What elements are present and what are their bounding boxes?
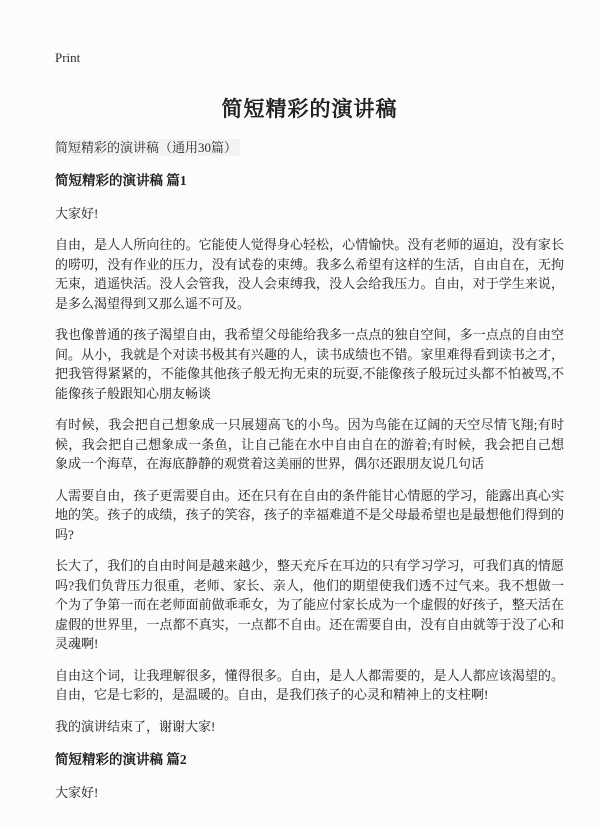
section-heading-2: 简短精彩的演讲稿 篇2	[55, 752, 187, 767]
document-subtitle: 简短精彩的演讲稿（通用30篇）	[55, 139, 240, 156]
paragraph-growing-up: 长大了，我们的自由时间是越来越少，整天充斥在耳边的只有学习学习，可我们真的情愿吗?我们负背压力很重，老师、家长、亲人，他们的期望使我们透不过气来。我不想做一个为了争第一而在老师面前做乖乖女，为了能应付家长成为一个虚假的好孩子，整天活在虚假的世界里，一点都不真实，一点都不自由。还在需要自由，没有自由就等于没了心和灵魂啊!	[55, 558, 564, 651]
paragraph-imagination: 有时候，我会把自己想象成一只展翅高飞的小鸟。因为鸟能在辽阔的天空尽情飞翔;有时候，我会把自己想象成一条鱼，让自己能在水中自由自在的游着;有时候，我会把自己想象成一个海草，在海底静静的观赏着这美丽的世界，偶尔还跟朋友说几句话	[55, 417, 564, 471]
paragraph-ordinary-child: 我也像普通的孩子渴望自由，我希望父母能给我多一点点的独自空间，多一点点的自由空间。从小，我就是个对读书极其有兴趣的人，读书成绩也不错。家里难得看到读书之才，把我管得紧紧的，不能像其他孩子般无拘无束的玩耍,不能像孩子般玩过头都不怕被骂,不能像孩子般跟知心朋友畅谈	[55, 327, 564, 401]
paragraph-closing: 我的演讲结束了，谢谢大家!	[55, 718, 216, 734]
document-title: 简短精彩的演讲稿	[221, 96, 398, 121]
greeting-section-2: 大家好!	[55, 784, 99, 800]
paragraph-freedom-longing: 自由，是人人所向往的。它能使人觉得身心轻松，心情愉快。没有老师的逼迫，没有家长的唠叨，没有作业的压力，没有试卷的束缚。我多么希望有这样的生活，自由自在，无拘无束，逍遥快活。没人会管我，没人会束缚我，没人会给我压力。自由，对于学生来说，是多么渴望得到又那么遥不可及。	[55, 237, 564, 311]
print-button[interactable]: Print	[55, 50, 81, 65]
paragraph-freedom-meaning: 自由这个词，让我理解很多，懂得很多。自由，是人人都需要的，是人人都应该渴望的。自由，它是七彩的，是温暖的。自由，是我们孩子的心灵和精神上的支柱啊!	[55, 667, 564, 702]
paragraph-children-need-freedom: 人需要自由，孩子更需要自由。还在只有在自由的条件能甘心情愿的学习，能露出真心实地的笑。孩子的成绩，孩子的笑容，孩子的幸福难道不是父母最希望也是最想他们得到的吗?	[55, 487, 564, 542]
section-heading-1: 简短精彩的演讲稿 篇1	[55, 173, 187, 188]
document-subtitle-row	[55, 138, 564, 158]
greeting-section-1: 大家好!	[55, 205, 99, 221]
